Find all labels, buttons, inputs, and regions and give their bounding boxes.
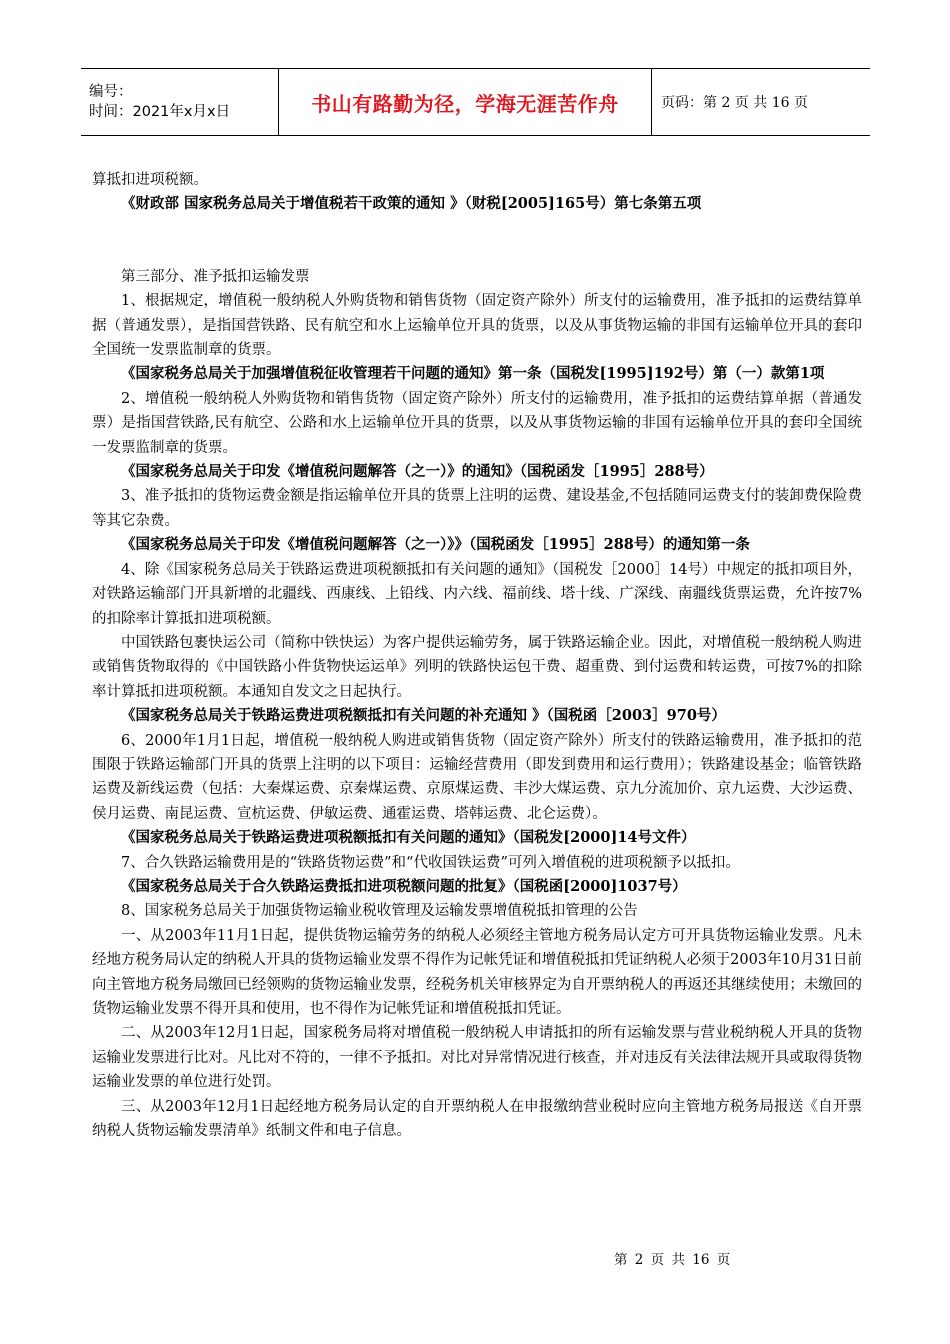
body-paragraph: 3、准予抵扣的货物运费金额是指运输单位开具的货票上注明的运费、建设基金,不包括随同运费支付的装卸费保险费等其它杂费。 xyxy=(92,488,862,529)
body-paragraph: 一、从2003年11月1日起，提供货物运输劳务的纳税人必须经主管地方税务局认定方可开具货物运输业发票。凡未经地方税务局认定的纳税人开具的货物运输业发票不得作为记帐凭证和增值税抵扣凭证纳税人必须于2003年10月31日前向主管地方税务局缴回已经领购的货物运输业发票，经税务机关审核界定为自开票纳税人的再返还其继续使用；未缴回的货物运输业发票不得开具和使用，也不得作为记帐凭证和增值税抵扣凭证。 xyxy=(92,927,862,1017)
body-paragraph: 8、国家税务总局关于加强货物运输业税收管理及运输发票增值税抵扣管理的公告 xyxy=(121,903,638,920)
body-paragraph: 算抵扣进项税额。 xyxy=(92,172,208,188)
body-paragraph: 4、除《国家税务总局关于铁路运费进项税额抵扣有关问题的通知》（国税发［2000］14号）中规定的抵扣项目外，对铁路运输部门开具新增的北疆线、西康线、上铅线、内六线、福前线、塔十线、广深线、南疆线货票运费，允许按7%的扣除率计算抵扣进项税额。 xyxy=(92,561,862,627)
legal-reference: 《国家税务总局关于合久铁路运费抵扣进项税额问题的批复》（国税函[2000]1037号） xyxy=(121,877,687,895)
body-paragraph: 1、根据规定，增值税一般纳税人外购货物和销售货物（固定资产除外）所支付的运输费用，准予抵扣的运费结算单据（普通发票），是指国营铁路、民有航空和水上运输单位开具的货票，以及从事货物运输的非国有运输单位开具的套印全国统一发票监制章的货票。 xyxy=(92,293,862,359)
page-footer: 第 2 页 共 16 页 xyxy=(614,1252,731,1268)
document-date-label: 时间：2021年x月x日 xyxy=(89,104,231,120)
body-paragraph: 三、从2003年12月1日起经地方税务局认定的自开票纳税人在申报缴纳营业税时应向主管地方税务局报送《自开票纳税人货物运输发票清单》纸制文件和电子信息。 xyxy=(92,1098,862,1140)
body-paragraph: 二、从2003年12月1日起，国家税务局将对增值税一般纳税人申请抵扣的所有运输发票与营业税纳税人开具的货物运输业发票进行比对。凡比对不符的，一律不予抵扣。对比对异常情况进行核查，并对违反有关法律法规开具或取得货物运输业发票的单位进行处罚。 xyxy=(92,1025,862,1091)
legal-reference: 《国家税务总局关于铁路运费进项税额抵扣有关问题的通知》（国税发[2000]14号文件） xyxy=(121,829,696,847)
legal-reference: 《国家税务总局关于铁路运费进项税额抵扣有关问题的补充通知 》（国税函［2003］970号） xyxy=(121,707,726,725)
legal-reference: 《国家税务总局关于加强增值税征收管理若干问题的通知》第一条（国税发[1995]192号）第（一）款第1项 xyxy=(121,365,825,383)
header-meta xyxy=(81,69,279,136)
body-paragraph: 2、增值税一般纳税人外购货物和销售货物（固定资产除外）所支付的运输费用，准予抵扣的运费结算单据（普通发票）是指国营铁路,民有航空、公路和水上运输单位开具的货票，以及从事货物运输的非国有运输单位开具的套印全国统一发票监制章的货票。 xyxy=(92,390,862,456)
document-number-label: 编号： xyxy=(89,84,133,100)
body-paragraph: 中国铁路包裹快运公司（简称中铁快运）为客户提供运输劳务，属于铁路运输企业。因此，对增值税一般纳税人购进或销售货物取得的《中国铁路小件货物快运运单》列明的铁路快运包干费、超重费、到付运费和转运费，可按7%的扣除率计算抵扣进项税额。本通知自发文之日起执行。 xyxy=(92,634,862,700)
legal-reference: 《国家税务总局关于印发《增值税问题解答（之一）》》（国税函发［1995］288号）的通知第一条 xyxy=(121,536,750,554)
body-paragraph: 第三部分、准予抵扣运输发票 xyxy=(121,268,310,285)
document-header xyxy=(81,68,870,136)
paragraph-spacer xyxy=(92,217,862,265)
body-paragraph: 7、合久铁路运输费用是的“铁路货物运费”和“代收国铁运费”可列入增值税的进项税额予以抵扣。 xyxy=(121,854,740,871)
document-body xyxy=(92,168,862,1143)
legal-reference: 《国家税务总局关于印发《增值税问题解答（之一）》的通知》（国税函发［1995］288号） xyxy=(121,463,714,481)
legal-reference: 《财政部 国家税务总局关于增值税若干政策的通知 》（财税[2005]165号）第七条第五项 xyxy=(121,195,702,213)
header-motto: 书山有路勤为径，学海无涯苦作舟 xyxy=(279,69,652,136)
header-page-label: 页码：第 2 页 共 16 页 xyxy=(652,69,871,136)
body-paragraph: 6、2000年1月1日起，增值税一般纳税人购进或销售货物（固定资产除外）所支付的铁路运输费用，准予抵扣的范围限于铁路运输部门开具的货票上注明的以下项目：运输经营费用（即发到费用和运行费用）；铁路建设基金；临管铁路运费及新线运费（包括：大秦煤运费、京秦煤运费、京原煤运费、丰沙大煤运费、京九分流加价、京九运费、大沙运费、侯月运费、南昆运费、宣杭运费、伊敏运费、通霍运费、塔韩运费、北仑运费）。 xyxy=(92,732,862,822)
